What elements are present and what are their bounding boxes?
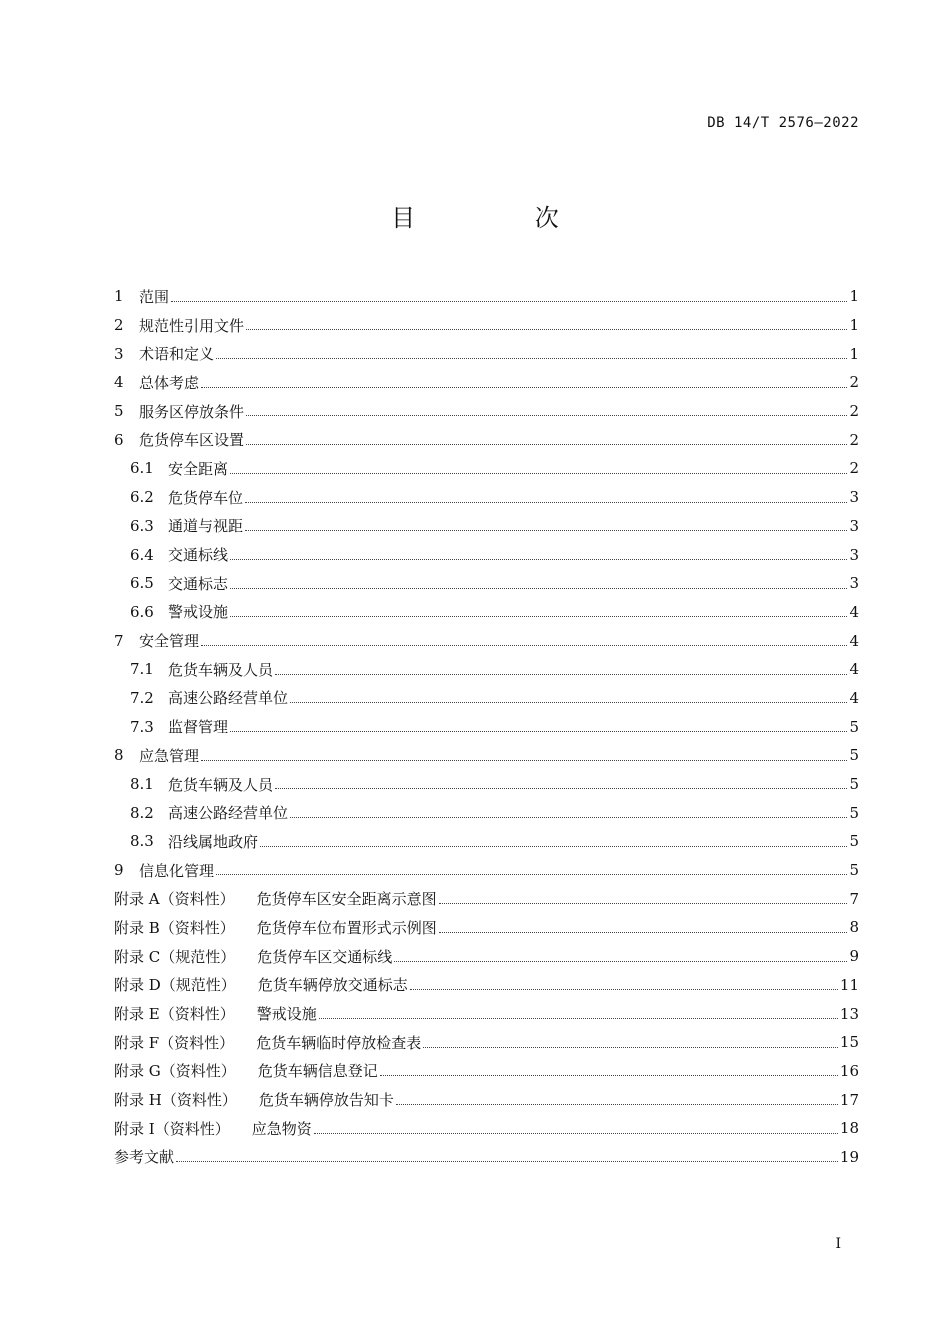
dot-leader [410, 988, 838, 990]
toc-entry-number: 6.2 [130, 488, 154, 507]
toc-entry[interactable] [114, 712, 859, 741]
page-title: 目 次 [391, 204, 615, 232]
dot-leader [319, 1017, 838, 1019]
toc-entry-label: 安全距离 [168, 459, 229, 478]
toc-entry[interactable] [114, 913, 859, 942]
toc-entry[interactable] [114, 1143, 859, 1172]
dot-leader [176, 1160, 838, 1162]
toc-entry-label: 总体考虑 [139, 373, 200, 392]
toc-entry[interactable] [114, 684, 859, 713]
toc-entry-label: 高速公路经营单位 [168, 804, 289, 823]
toc-entry-page: 18 [839, 1119, 859, 1138]
toc-entry[interactable] [114, 655, 859, 684]
dot-leader [230, 558, 847, 560]
toc-entry[interactable] [114, 626, 859, 655]
toc-entry-label: 危货停车区设置 [139, 431, 245, 450]
toc-entry-number: 9 [114, 861, 124, 880]
toc-entry-label: 危货停车区安全距离示意图 [256, 890, 437, 909]
toc-entry-label: 交通标线 [168, 546, 229, 565]
toc-entry[interactable] [114, 311, 859, 340]
toc-entry-label: 服务区停放条件 [139, 402, 245, 421]
toc-entry-label: 安全管理 [139, 632, 200, 651]
toc-entry-number: 6.5 [130, 574, 154, 593]
toc-entry-number: 4 [114, 373, 124, 392]
dot-leader [396, 1103, 838, 1105]
toc-entry-label: 危货停车位 [168, 488, 244, 507]
toc-entry[interactable] [114, 282, 859, 311]
toc-entry[interactable] [114, 512, 859, 541]
toc-entry-label: 危货车辆停放告知卡 [258, 1091, 394, 1110]
toc-entry-number: 附录 B（资料性） [114, 918, 235, 937]
toc-entry-page: 8 [849, 918, 859, 937]
toc-entry-number: 6.4 [130, 545, 154, 564]
toc-entry-label: 规范性引用文件 [139, 316, 245, 335]
toc-entry-number: 7.1 [130, 660, 154, 679]
dot-leader [201, 386, 847, 388]
toc-entry-label: 应急管理 [139, 746, 200, 765]
toc-entry-page: 5 [849, 861, 859, 880]
dot-leader [439, 931, 848, 933]
toc-entry-page: 15 [839, 1033, 859, 1052]
dot-leader [246, 328, 847, 330]
toc-entry-label: 应急物资 [251, 1119, 312, 1138]
toc-entry-label: 高速公路经营单位 [168, 689, 289, 708]
toc-entry[interactable] [114, 884, 859, 913]
toc-entry-label: 沿线属地政府 [168, 832, 259, 851]
toc-entry-page: 1 [849, 344, 859, 363]
dot-leader [230, 587, 847, 589]
toc-entry[interactable] [114, 856, 859, 885]
toc-entry-page: 3 [849, 488, 859, 507]
table-of-contents [114, 282, 859, 1171]
toc-entry-page: 7 [849, 889, 859, 908]
toc-entry-number: 8 [114, 746, 124, 765]
toc-entry[interactable] [114, 368, 859, 397]
toc-entry-page: 5 [849, 746, 859, 765]
dot-leader [290, 701, 847, 703]
toc-entry-page: 4 [849, 631, 859, 650]
toc-entry-number: 2 [114, 316, 124, 335]
toc-entry-number: 附录 I（资料性） [114, 1119, 230, 1138]
toc-entry-label: 危货停车区交通标线 [257, 947, 393, 966]
toc-entry-number: 7 [114, 631, 124, 650]
toc-entry[interactable] [114, 540, 859, 569]
toc-entry-number: 8.1 [130, 775, 154, 794]
toc-entry-page: 11 [839, 975, 859, 994]
toc-entry-label: 危货车辆临时停放检查表 [256, 1033, 422, 1052]
toc-entry-label: 监督管理 [168, 718, 229, 737]
dot-leader [260, 845, 847, 847]
dot-leader [380, 1074, 838, 1076]
toc-entry-page: 9 [849, 947, 859, 966]
toc-entry-page: 2 [849, 373, 859, 392]
toc-entry[interactable] [114, 1057, 859, 1086]
dot-leader [314, 1132, 838, 1134]
toc-entry[interactable] [114, 741, 859, 770]
toc-entry[interactable] [114, 598, 859, 627]
toc-entry[interactable] [114, 942, 859, 971]
toc-entry-number: 附录 F（资料性） [114, 1033, 235, 1052]
toc-entry-page: 5 [849, 803, 859, 822]
toc-entry-page: 16 [839, 1061, 859, 1080]
toc-entry-number: 6.1 [130, 459, 154, 478]
toc-entry-number: 6 [114, 430, 124, 449]
toc-entry-number: 附录 E（资料性） [114, 1005, 235, 1024]
dot-leader [216, 357, 847, 359]
toc-entry-number: 8.3 [130, 832, 154, 851]
toc-entry-label: 范围 [139, 287, 170, 306]
toc-entry-number: 6.3 [130, 516, 154, 535]
toc-entry-page: 1 [849, 316, 859, 335]
toc-entry[interactable] [114, 798, 859, 827]
dot-leader [246, 414, 847, 416]
toc-entry-number: 附录 G（资料性） [114, 1062, 236, 1081]
toc-entry-page: 19 [839, 1147, 859, 1166]
toc-entry[interactable] [114, 397, 859, 426]
dot-leader [201, 759, 847, 761]
toc-entry-label: 危货车辆及人员 [168, 660, 274, 679]
toc-entry[interactable] [114, 569, 859, 598]
toc-entry[interactable] [114, 1114, 859, 1143]
toc-entry[interactable] [114, 1028, 859, 1057]
dot-leader [216, 873, 847, 875]
toc-entry-number: 5 [114, 402, 124, 421]
dot-leader [201, 644, 847, 646]
dot-leader [230, 472, 847, 474]
toc-entry-label: 信息化管理 [139, 861, 215, 880]
toc-entry-number: 附录 A（资料性） [114, 890, 235, 909]
dot-leader [394, 960, 847, 962]
toc-entry[interactable] [114, 425, 859, 454]
toc-entry-page: 4 [849, 688, 859, 707]
page-number: I [835, 1236, 841, 1252]
toc-entry-page: 2 [849, 459, 859, 478]
toc-entry[interactable] [114, 770, 859, 799]
toc-entry-label: 交通标志 [168, 574, 229, 593]
dot-leader [230, 730, 847, 732]
toc-entry[interactable] [114, 1085, 859, 1114]
toc-entry-label: 参考文献 [114, 1148, 175, 1167]
toc-entry-page: 4 [849, 660, 859, 679]
toc-entry-number: 1 [114, 287, 124, 306]
toc-entry[interactable] [114, 971, 859, 1000]
toc-entry-page: 13 [839, 1004, 859, 1023]
toc-entry-page: 4 [849, 602, 859, 621]
toc-entry-page: 5 [849, 832, 859, 851]
dot-leader [423, 1046, 838, 1048]
toc-entry[interactable] [114, 339, 859, 368]
dot-leader [275, 787, 847, 789]
toc-entry[interactable] [114, 827, 859, 856]
toc-entry-number: 8.2 [130, 803, 154, 822]
toc-entry-label: 危货车辆停放交通标志 [257, 976, 408, 995]
toc-entry-number: 7.3 [130, 717, 154, 736]
toc-entry-page: 2 [849, 402, 859, 421]
toc-entry[interactable] [114, 483, 859, 512]
toc-entry-number: 7.2 [130, 688, 154, 707]
toc-entry[interactable] [114, 999, 859, 1028]
toc-entry-label: 警戒设施 [256, 1005, 317, 1024]
dot-leader [230, 615, 847, 617]
toc-entry-page: 1 [849, 287, 859, 306]
dot-leader [290, 816, 847, 818]
toc-entry-page: 3 [849, 516, 859, 535]
toc-entry[interactable] [114, 454, 859, 483]
dot-leader [246, 443, 847, 445]
toc-entry-label: 术语和定义 [139, 345, 215, 364]
toc-entry-number: 3 [114, 344, 124, 363]
dot-leader [245, 529, 847, 531]
dot-leader [439, 902, 848, 904]
toc-entry-page: 17 [839, 1090, 859, 1109]
toc-entry-page: 5 [849, 717, 859, 736]
toc-entry-number: 附录 H（资料性） [114, 1091, 237, 1110]
toc-entry-label: 警戒设施 [168, 603, 229, 622]
dot-leader [275, 673, 847, 675]
toc-entry-label: 危货停车位布置形式示例图 [256, 918, 437, 937]
toc-entry-label: 危货车辆信息登记 [257, 1062, 378, 1081]
dot-leader [171, 300, 847, 302]
toc-entry-label: 危货车辆及人员 [168, 775, 274, 794]
document-code: DB 14/T 2576—2022 [707, 115, 859, 131]
toc-entry-page: 5 [849, 775, 859, 794]
toc-entry-number: 附录 C（规范性） [114, 947, 236, 966]
toc-entry-page: 3 [849, 574, 859, 593]
dot-leader [245, 501, 847, 503]
toc-entry-page: 3 [849, 545, 859, 564]
toc-entry-number: 附录 D（规范性） [114, 976, 236, 995]
toc-entry-number: 6.6 [130, 602, 154, 621]
toc-entry-label: 通道与视距 [168, 517, 244, 536]
toc-entry-page: 2 [849, 430, 859, 449]
